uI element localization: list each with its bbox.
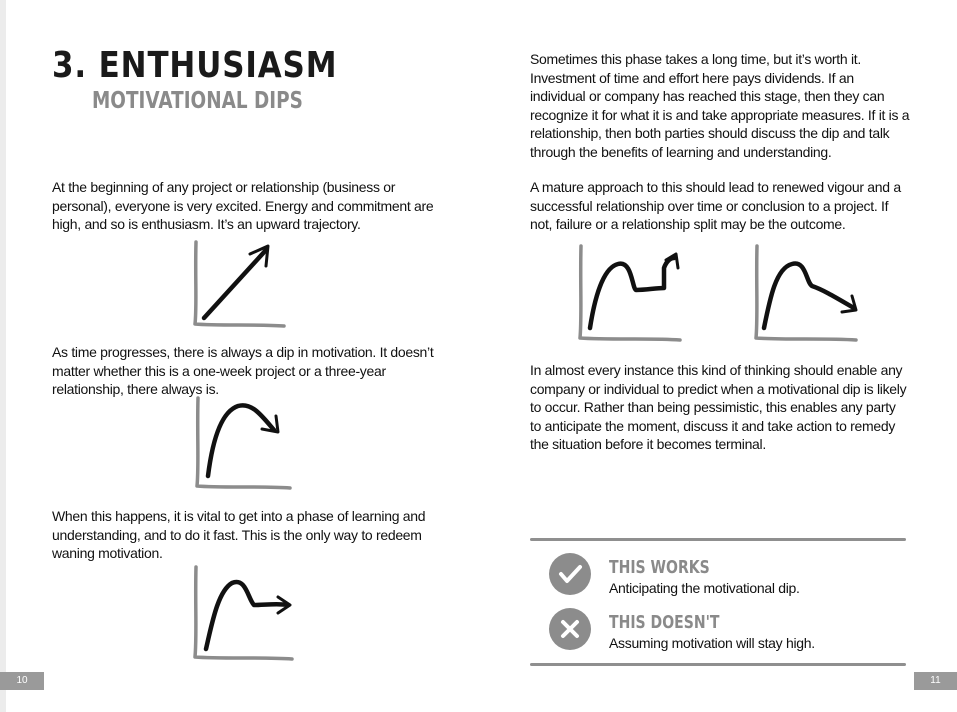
rising-arrow-sketch	[188, 236, 292, 334]
cross-icon	[549, 608, 591, 650]
failure-decline-sketch	[750, 242, 862, 342]
this-works-title: THIS WORKS	[609, 557, 710, 578]
this-doesnt-text: Assuming motivation will stay high.	[609, 635, 815, 651]
right-paragraph-2: A mature approach to this should lead to renewed vigour and a successful relationship over time or conclusion to a project. If not, failure or a relationship split may be the outcome.	[530, 179, 901, 232]
renewed-vigour-sketch	[574, 242, 686, 342]
recovery-arrow-sketch	[188, 563, 298, 663]
tips-top-divider	[530, 538, 906, 541]
book-spine-edge	[0, 0, 6, 712]
right-paragraph-3: In almost every instance this kind of thinking should enable any company or individual to predict when a motivational dip is likely to occur. Rather than being pessimistic, this enables any party to anticipate the moment, discuss it and take action to remedy the situation before it becomes terminal.	[530, 362, 907, 452]
page-number-left: 10	[0, 672, 44, 690]
left-paragraph-3: When this happens, it is vital to get into a phase of learning and understanding, and to do it fast. This is the only way to redeem waning motivation.	[52, 508, 426, 561]
chapter-heading: 3. ENTHUSIASM	[52, 45, 338, 86]
left-paragraph-2: As time progresses, there is always a dip in motivation. It doesn’t matter whether this is a one-week project or a three-year relationship, there always is.	[52, 344, 434, 397]
dip-curve-sketch	[190, 394, 298, 494]
left-paragraph-1: At the beginning of any project or relationship (business or personal), everyone is very excited. Energy and commitment are high, and so is enthusiasm. It’s an upward trajectory.	[52, 179, 434, 232]
chapter-subheading: MOTIVATIONAL DIPS	[92, 88, 303, 114]
tips-bottom-divider	[530, 663, 906, 666]
page-number-right: 11	[914, 672, 957, 690]
right-paragraph-1: Sometimes this phase takes a long time, but it’s worth it. Investment of time and effort here pays dividends. If an individual or company has reached this stage, then they can recognize it for what it is and take appropriate measures. If it is a relationship, then both parties should discuss the dip and talk through the benefits of learning and understanding.	[530, 51, 910, 160]
check-icon	[549, 553, 591, 595]
this-works-text: Anticipating the motivational dip.	[609, 580, 800, 596]
this-doesnt-title: THIS DOESN'T	[609, 612, 720, 633]
